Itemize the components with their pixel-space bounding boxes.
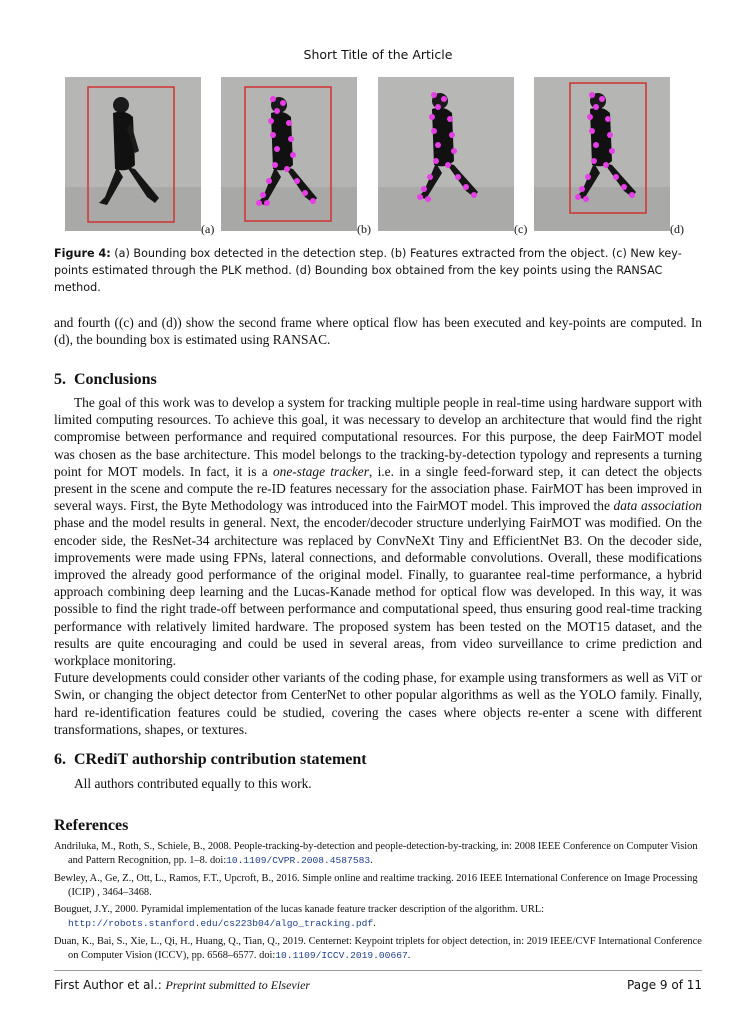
pedestrian-image-c	[378, 77, 514, 231]
conclusions-paragraph-1	[54, 394, 702, 669]
figure-caption-text: (a) Bounding box detected in the detection step. (b) Features extracted from the object. (c) New key-points estimated through the PLK method. (d) Bounding box obtained from the key points using the RANSAC method.	[54, 247, 682, 294]
reference-link[interactable]: 10.1109/CVPR.2008.4587583	[226, 855, 371, 867]
credit-text: All authors contributed equally to this work.	[74, 776, 312, 791]
section-heading-credit	[54, 751, 367, 769]
figure-panel-c	[378, 77, 514, 231]
intro-paragraph-text: and fourth ((c) and (d)) show the second frame where optical flow has been executed and key-points are computed. In (d), the bounding box is estimated using RANSAC.	[54, 315, 702, 348]
section-title: CRediT authorship contribution statement	[74, 751, 367, 768]
reference-link[interactable]: http://robots.stanford.edu/cs223b04/algo_tracking.pdf	[68, 918, 374, 930]
section-number: 6.	[54, 751, 66, 768]
pedestrian-image-b	[221, 77, 357, 231]
reference-item	[54, 840, 704, 868]
references-heading: References	[54, 817, 129, 834]
reference-list	[54, 840, 704, 966]
figure-caption-label: Figure 4:	[54, 247, 111, 260]
figure-caption	[54, 245, 704, 296]
footer-divider	[54, 970, 702, 971]
footer-journal: Preprint submitted to Elsevier	[165, 978, 311, 992]
section-title: Conclusions	[74, 371, 157, 388]
conclusions-text-3: phase and the model results in general. Next, the encoder/decoder structure underlying FairMOT was modified. On the encoder side, the ResNet-34 architecture was replaced by ConvNeXt Tiny and EfficientNet B3. On the decoder side, improvements were made using FPNs, lateral connections, and deformable convolutions. Overall, these modifications improved the already good performance of the original model. Finally, to guarantee real-time performance, a hybrid approach combining deep learning and the Lucas-Kanade method for optical flow was developed. In this way, it was possible to find the right trade-off between performance and computational speed, thus ensuring good real-time tracking performance with relatively limited hardware. The proposed system has been tested on the MOT15 dataset, and the results are quite encouraging and could be used in several areas, from video surveillance to crime prediction and workplace monitoring.	[54, 515, 702, 669]
panel-label-c: (c)	[514, 222, 528, 236]
reference-tail: .	[407, 949, 411, 961]
section-heading-conclusions	[54, 371, 157, 389]
conclusions-body	[54, 394, 702, 738]
pedestrian-image-a	[65, 77, 201, 231]
pedestrian-image-d	[534, 77, 670, 231]
footer-author-text: First Author et al.:	[54, 978, 166, 992]
section-number: 5.	[54, 371, 66, 388]
intro-paragraph	[54, 314, 702, 348]
reference-text: Duan, K., Bai, S., Xie, L., Qi, H., Huang, Q., Tian, Q., 2019. Centernet: Keypoint triplets for object detection, in: 2019 IEEE/CVF International Conference on Computer Vision (ICCV), pp. 6568–6577. doi:	[54, 935, 702, 961]
reference-text: Bouguet, J.Y., 2000. Pyramidal implementation of the lucas kanade feature tracker description of the algorithm. URL:	[54, 904, 545, 916]
page-number: Page 9 of 11	[627, 978, 702, 992]
reference-text: Andriluka, M., Roth, S., Schiele, B., 2008. People-tracking-by-detection and people-detection-by-tracking, in: 2008 IEEE Conference on Computer Vision and Pattern Recognition, pp. 1–8. doi:	[54, 841, 698, 867]
running-title: Short Title of the Article	[303, 47, 453, 62]
reference-tail: .	[373, 918, 376, 930]
figure-panel-a	[65, 77, 201, 231]
conclusions-text-2: , i.e. in a single feed-forward step, it can detect the objects present in the scene and compute the re-ID features necessary for the association phase. FairMOT has been improved in several ways. First, the Byte Methodology was introduced into the FairMOT model. This improved the	[54, 463, 702, 514]
panel-label-b: (b)	[357, 222, 371, 236]
figure-panel-b	[221, 77, 357, 231]
panel-label-a: (a)	[201, 222, 215, 236]
reference-link[interactable]: 10.1109/ICCV.2019.00667	[275, 949, 408, 961]
conclusions-paragraph-2: Future developments could consider other variants of the coding phase, for example using transformers as well as ViT or Swin, or changing the object detector from CenterNet to other popular algorithms as well as the YOLO family. Finally, hard re-identification features could be studied, covering the cases where objects re-enter a scene with different transformations, shapes, or textures.	[54, 670, 702, 737]
conclusions-emphasis-1: one-stage tracker	[272, 463, 369, 479]
reference-tail: .	[370, 855, 373, 867]
footer-authors	[54, 978, 310, 993]
reference-item	[54, 872, 704, 900]
reference-text: Bewley, A., Ge, Z., Ott, L., Ramos, F.T., Upcroft, B., 2016. Simple online and realtime tracking. 2016 IEEE International Conference on Image Processing (ICIP) , 3464–3468.	[54, 872, 698, 898]
reference-item	[54, 935, 704, 963]
conclusions-emphasis-2: data association	[613, 498, 702, 514]
credit-body	[54, 775, 702, 792]
figure-panel-d	[534, 77, 670, 231]
conclusions-text-1: The goal of this work was to develop a system for tracking multiple people in real-time using hardware support with limited computing resources. To achieve this goal, it was necessary to develop an architecture that would find the right compromise between performance and required computational resources. For this purpose, the deep FairMOT model was chosen as the base architecture. This model belongs to the tracking-by-detection typology and represents a turning point for MOT models. In fact, it is a	[54, 395, 702, 479]
reference-item	[54, 903, 704, 931]
panel-label-d: (d)	[670, 222, 684, 236]
